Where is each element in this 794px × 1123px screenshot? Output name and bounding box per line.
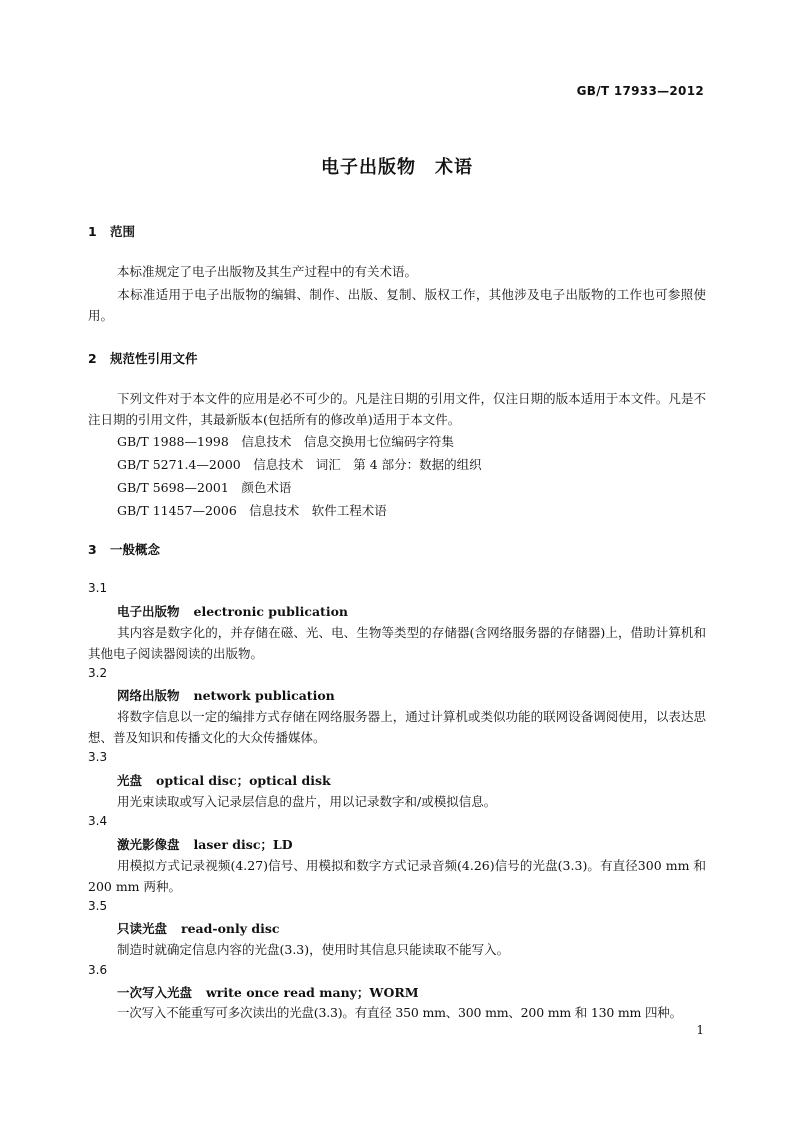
section-number: 3 xyxy=(88,542,97,557)
term-zh: 一次写入光盘 xyxy=(117,985,193,1000)
term-zh: 光盘 xyxy=(117,773,143,788)
term-definition xyxy=(88,791,706,812)
definition-text: 制造时就确定信息内容的光盘(3.3)，使用时其信息只能读取不能写入。 xyxy=(117,942,510,957)
term-number: 3.6 xyxy=(88,963,108,977)
definition-text: 用光束读取或写入记录层信息的盘片，用以记录数字和/或模拟信息。 xyxy=(117,794,497,809)
term-definition xyxy=(88,622,706,664)
term-heading xyxy=(117,602,348,620)
term-heading xyxy=(117,983,419,1001)
term-en: write once read many；WORM xyxy=(206,985,419,1000)
section-heading xyxy=(88,222,135,240)
term-zh: 网络出版物 xyxy=(117,688,180,703)
section-title: 规范性引用文件 xyxy=(110,351,198,366)
document-title: 电子出版物 术语 xyxy=(321,157,473,178)
term-definition xyxy=(88,706,706,748)
paragraph-text: 下列文件对于本文件的应用是必不可少的。凡是注日期的引用文件，仅注日期的版本适用于本文件。凡是不注日期的引用文件，其最新版本(包括所有的修改单)适用于本文件。 xyxy=(88,391,706,427)
section-title: 一般概念 xyxy=(110,542,161,557)
term-heading xyxy=(117,686,335,704)
term-en: laser disc；LD xyxy=(193,837,293,852)
section-title: 范围 xyxy=(110,224,136,239)
term-number: 3.4 xyxy=(88,814,108,828)
term-number: 3.2 xyxy=(88,666,108,680)
term-en: electronic publication xyxy=(193,604,349,619)
section-number: 2 xyxy=(88,351,97,366)
term-definition xyxy=(88,855,706,897)
definition-text: 用模拟方式记录视频(4.27)信号、用模拟和数字方式记录音频(4.26)信号的光盘(3.3)。有直径300 mm 和 200 mm 两种。 xyxy=(88,858,706,894)
standard-number: GB/T 17933—2012 xyxy=(576,84,704,98)
page-number: 1 xyxy=(696,1023,704,1037)
paragraph xyxy=(88,388,706,430)
term-zh: 激光影像盘 xyxy=(117,837,180,852)
paragraph xyxy=(88,284,706,326)
definition-text: 其内容是数字化的，并存储在磁、光、电、生物等类型的存储器(含网络服务器的存储器)上，借助计算机和其他电子阅读器阅读的出版物。 xyxy=(88,625,706,661)
term-definition xyxy=(88,1002,706,1023)
term-zh: 只读光盘 xyxy=(117,921,168,936)
reference-item: GB/T 5271.4—2000 信息技术 词汇 第 4 部分：数据的组织 xyxy=(117,457,482,472)
term-number: 3.1 xyxy=(88,581,108,595)
term-number: 3.5 xyxy=(88,899,108,913)
term-heading xyxy=(117,919,280,937)
section-heading xyxy=(88,540,160,558)
term-heading xyxy=(117,835,293,853)
term-zh: 电子出版物 xyxy=(117,604,180,619)
term-en: read-only disc xyxy=(181,921,280,936)
section-number: 1 xyxy=(88,224,97,239)
section-heading xyxy=(88,349,198,367)
term-number: 3.3 xyxy=(88,750,108,764)
paragraph xyxy=(88,261,706,282)
reference-item: GB/T 1988—1998 信息技术 信息交换用七位编码字符集 xyxy=(117,434,454,449)
term-en: optical disc；optical disk xyxy=(156,773,331,788)
term-en: network publication xyxy=(193,688,335,703)
definition-text: 一次写入不能重写可多次读出的光盘(3.3)。有直径 350 mm、300 mm、200 mm 和 130 mm 四种。 xyxy=(117,1005,682,1020)
paragraph-text: 本标准规定了电子出版物及其生产过程中的有关术语。 xyxy=(117,264,418,279)
reference-item: GB/T 5698—2001 颜色术语 xyxy=(117,480,292,495)
reference-item: GB/T 11457—2006 信息技术 软件工程术语 xyxy=(117,503,387,518)
definition-text: 将数字信息以一定的编排方式存储在网络服务器上，通过计算机或类似功能的联网设备调阅使用，以表达思想、普及知识和传播文化的大众传播媒体。 xyxy=(88,709,706,745)
paragraph-text: 本标准适用于电子出版物的编辑、制作、出版、复制、版权工作，其他涉及电子出版物的工作也可参照使用。 xyxy=(88,287,706,323)
term-heading xyxy=(117,771,331,789)
term-definition xyxy=(88,939,706,960)
